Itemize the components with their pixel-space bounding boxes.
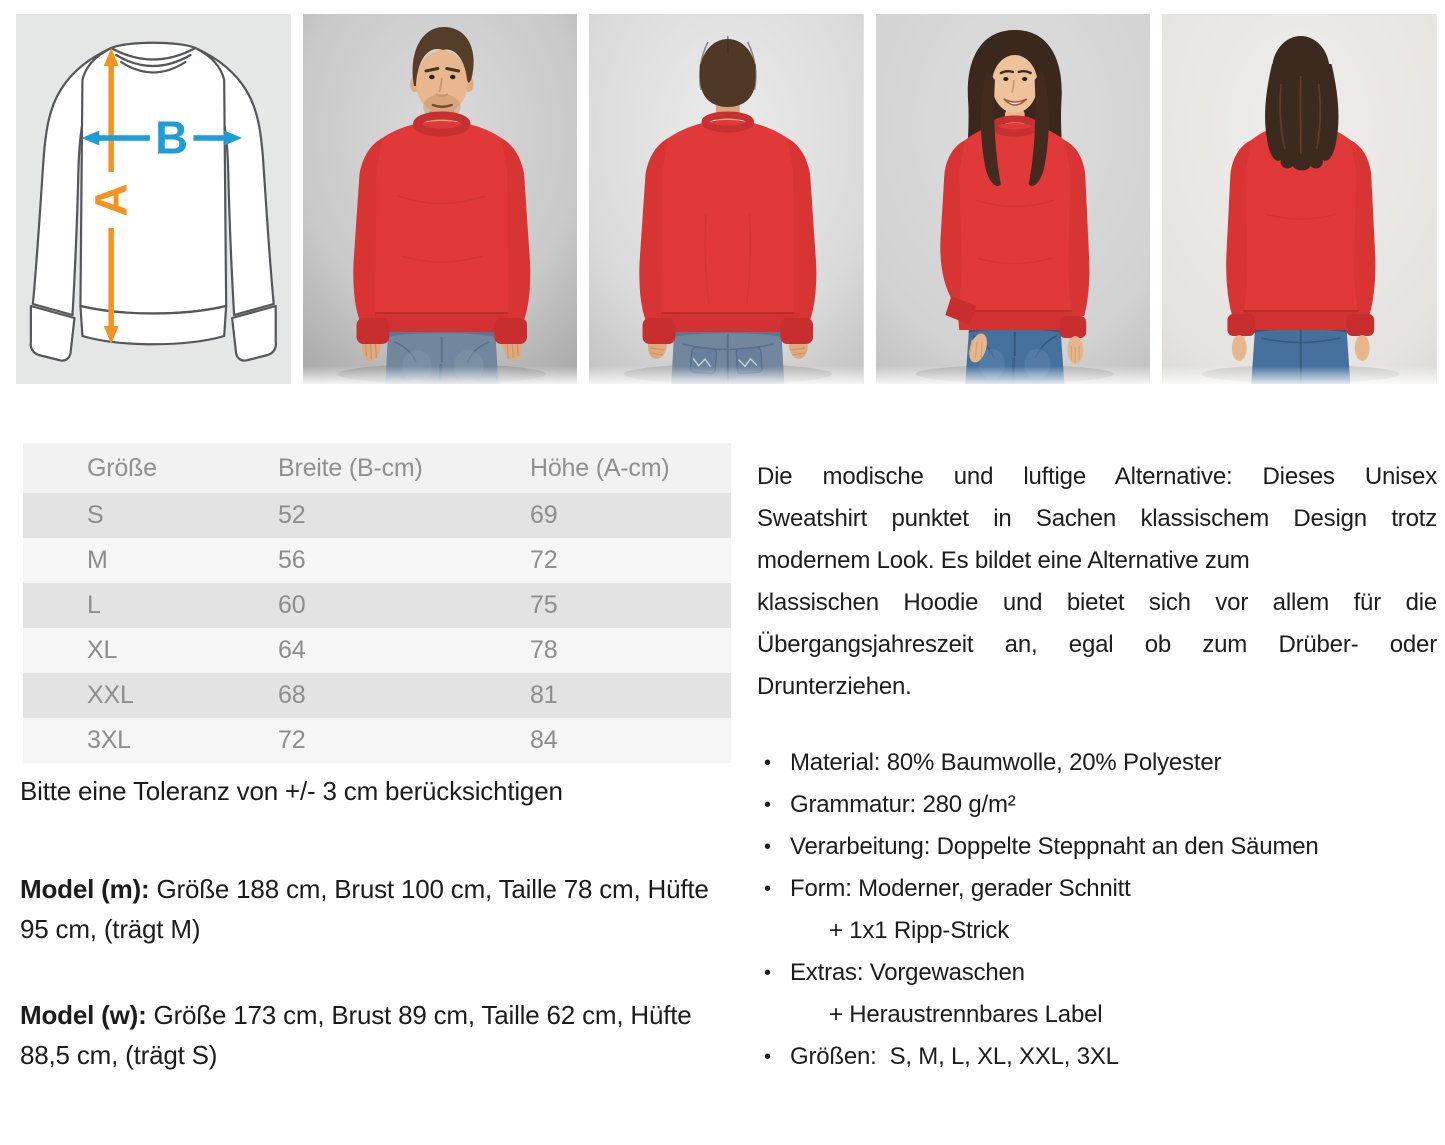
torso [662, 120, 795, 314]
photo-bottom-fade [876, 366, 1151, 384]
feature-text: Grammatur: 280 g/m² [790, 791, 1016, 818]
size-row-xl [23, 628, 731, 673]
size-diagram [16, 14, 291, 384]
description-line: Sweatshirt punktet in Sachen klassischem Design trotz [757, 505, 1437, 532]
cell-size: 3XL [87, 726, 131, 754]
description-line: Die modische und luftige Alternative: Dieses Unisex [757, 463, 1437, 490]
cell-hoehe: 75 [530, 591, 558, 619]
col-header-hoehe: Höhe (A-cm) [530, 454, 670, 482]
feature-text: Form: Moderner, gerader Schnitt [790, 875, 1131, 902]
cell-size: XXL [87, 681, 134, 709]
feature-text: Extras: Vorgewaschen [790, 959, 1025, 986]
hem-band [957, 310, 1072, 330]
size-row-xxl [23, 673, 731, 718]
feature-list [757, 742, 1437, 1078]
sweatshirt-outline-drawing [31, 43, 276, 361]
cell-breite: 60 [278, 591, 306, 619]
size-table [23, 443, 731, 763]
right-eye [450, 75, 456, 79]
cell-breite: 64 [278, 636, 306, 664]
cell-hoehe: 72 [530, 546, 558, 574]
left-eye [1003, 77, 1008, 81]
bullet-icon: • [764, 752, 771, 774]
col-header-breite: Breite (B-cm) [278, 454, 423, 482]
right-cuff [494, 318, 527, 344]
cell-size: XL [87, 636, 118, 664]
bullet-icon: • [764, 794, 771, 816]
cell-hoehe: 81 [530, 681, 558, 709]
size-row-m [23, 538, 731, 583]
left-cuff [643, 318, 676, 344]
size-diagram-panel [16, 14, 291, 384]
feature-text: + Heraustrennbares Label [829, 1001, 1103, 1028]
bullet-icon: • [764, 1046, 771, 1068]
left-eye [429, 75, 435, 79]
measure-label-b: B [155, 112, 189, 164]
torso [375, 121, 508, 314]
product-info-section [0, 443, 1445, 1078]
left-cuff [356, 318, 389, 344]
feature-item-ripp-strick [757, 910, 1437, 952]
sweatshirt [353, 116, 530, 345]
size-info-column [20, 443, 737, 1078]
model-w-info [20, 995, 732, 1075]
feature-item-material [757, 742, 1437, 784]
bullet-icon: • [764, 962, 771, 984]
cell-size: L [87, 591, 101, 619]
sweatshirt [940, 119, 1089, 338]
photo-male-front [303, 14, 578, 384]
cell-breite: 72 [278, 726, 306, 754]
left-cuff [1228, 314, 1256, 336]
model-m-info [20, 869, 732, 949]
description-line: Drunterziehen. [757, 673, 912, 700]
description-line: Übergangsjahreszeit an, egal ob zum Drüber- oder [757, 631, 1437, 658]
hem-band [1244, 310, 1359, 330]
size-row-3xl [23, 718, 731, 763]
male-front-illustration [303, 14, 578, 384]
right-cuff [1347, 314, 1375, 336]
product-gallery [0, 0, 1445, 384]
right-eye [1022, 77, 1027, 81]
right-cuff [781, 318, 814, 344]
male-back-illustration [589, 14, 864, 384]
feature-text: Größen: S, M, L, XL, XXL, 3XL [790, 1043, 1119, 1070]
photo-female-front [876, 14, 1151, 384]
cell-hoehe: 84 [530, 726, 558, 754]
size-row-l [23, 583, 731, 628]
feature-text: Material: 80% Baumwolle, 20% Polyester [790, 749, 1222, 776]
cell-breite: 68 [278, 681, 306, 709]
cell-breite: 52 [278, 501, 306, 529]
photo-bottom-fade [303, 366, 578, 384]
female-front-illustration [876, 14, 1151, 384]
sweatshirt-back [639, 115, 816, 344]
description-line: klassischen Hoodie und bietet sich vor allem für die [757, 589, 1437, 616]
feature-item-form [757, 868, 1437, 910]
description-column [737, 443, 1437, 1078]
col-header-groesse: Größe [87, 454, 157, 482]
model-w-text: Größe 173 cm, Brust 89 cm, Taille 62 cm, Hüfte 88,5 cm, (trägt S) [20, 1000, 699, 1070]
model-m-text: Größe 188 cm, Brust 100 cm, Taille 78 cm, Hüfte 95 cm, (trägt M) [20, 874, 716, 944]
torso [957, 123, 1072, 312]
description-line: modernem Look. Es bildet eine Alternative zum [757, 547, 1250, 574]
feature-item-verarbeitung [757, 826, 1437, 868]
feature-text: + 1x1 Ripp-Strick [829, 917, 1009, 944]
hem-band [375, 312, 508, 332]
photo-bottom-fade [1162, 366, 1437, 384]
bullet-icon: • [764, 836, 771, 858]
cell-hoehe: 69 [530, 501, 558, 529]
cell-size: S [87, 501, 104, 529]
female-back-illustration [1162, 14, 1437, 384]
size-table-header-row [23, 443, 731, 493]
measure-label-a: A [85, 183, 137, 217]
photo-bottom-fade [589, 366, 864, 384]
model-w-label: Model (w): [20, 1000, 147, 1030]
hem-band [662, 312, 795, 332]
cell-breite: 56 [278, 546, 306, 574]
bullet-icon: • [764, 878, 771, 900]
feature-item-groessen [757, 1036, 1437, 1078]
cell-size: M [87, 546, 108, 574]
feature-item-grammatur [757, 784, 1437, 826]
product-description [757, 456, 1437, 708]
model-m-label: Model (m): [20, 874, 150, 904]
feature-text: Verarbeitung: Doppelte Steppnaht an den Säumen [790, 833, 1319, 860]
photo-male-back [589, 14, 864, 384]
photo-female-back [1162, 14, 1437, 384]
cell-hoehe: 78 [530, 636, 558, 664]
body-outline [80, 43, 226, 314]
size-row-s [23, 493, 731, 538]
feature-item-extras [757, 952, 1437, 994]
right-cuff [1059, 316, 1086, 338]
feature-item-label [757, 994, 1437, 1036]
head [992, 37, 1038, 113]
tolerance-note: Bitte eine Toleranz von +/- 3 cm berücksichtigen [20, 776, 563, 806]
